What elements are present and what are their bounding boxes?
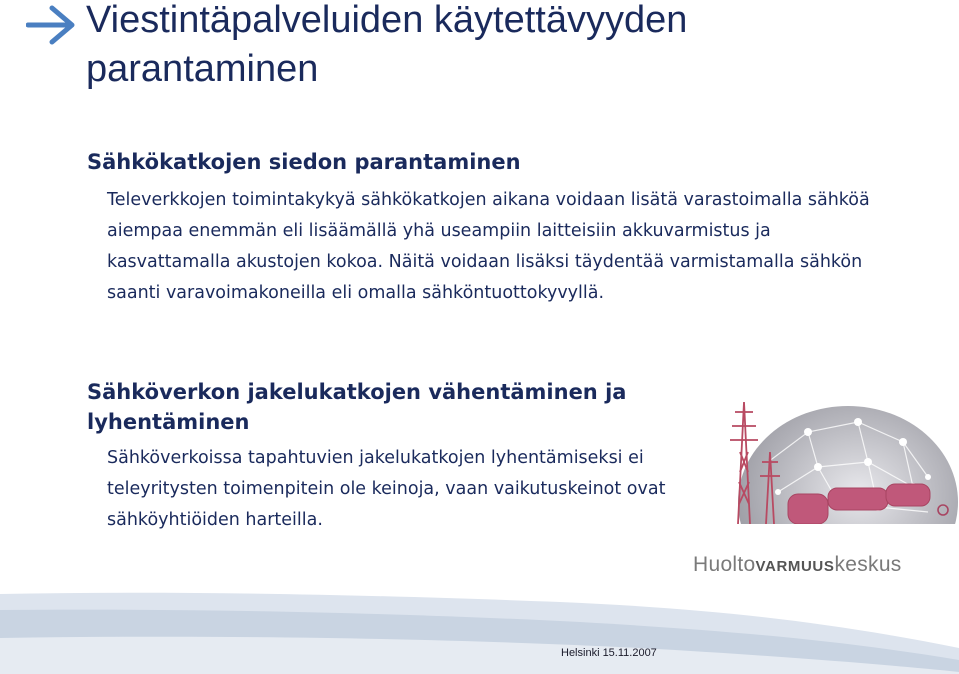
footer-date: Helsinki 15.11.2007 — [561, 647, 657, 659]
page-title: Viestintäpalveluiden käytettävyyden parantaminen — [86, 0, 688, 90]
section-heading-power-outage: Sähkökatkojen siedon parantaminen — [87, 150, 521, 174]
logo-part-keskus: keskus — [834, 553, 902, 576]
power-line-illustration — [718, 392, 959, 524]
section-heading-distribution: Sähköverkon jakelukatkojen vähentäminen ja lyhentäminen — [87, 380, 627, 434]
section-text-power-outage: Televerkkojen toimintakykyä sähkökatkojen aikana voidaan lisätä varastoimalla sähköä aiempaa enemmän eli lisäämällä yhä useampiin laitteisiin akkuvarmistus ja kasvattamalla akustojen kokoa. Näitä voidaan lisäksi täydentää varmistamalla sähkön saanti varavoimakoneilla eli omalla sähköntuottokyvyllä. — [107, 190, 870, 303]
logo-part-varmuus: VARMUUS — [755, 558, 835, 575]
logo-part-huolto: Huolto — [693, 553, 756, 576]
wave-decoration — [0, 560, 959, 674]
arrow-right-icon — [26, 4, 78, 46]
section-text-distribution: Sähköverkoissa tapahtuvien jakelukatkojen lyhentämiseksi ei teleyritysten toimenpitein ole keinoja, vaan vaikutuskeinot ovat sähköyhtiöiden harteilla. — [107, 448, 666, 530]
